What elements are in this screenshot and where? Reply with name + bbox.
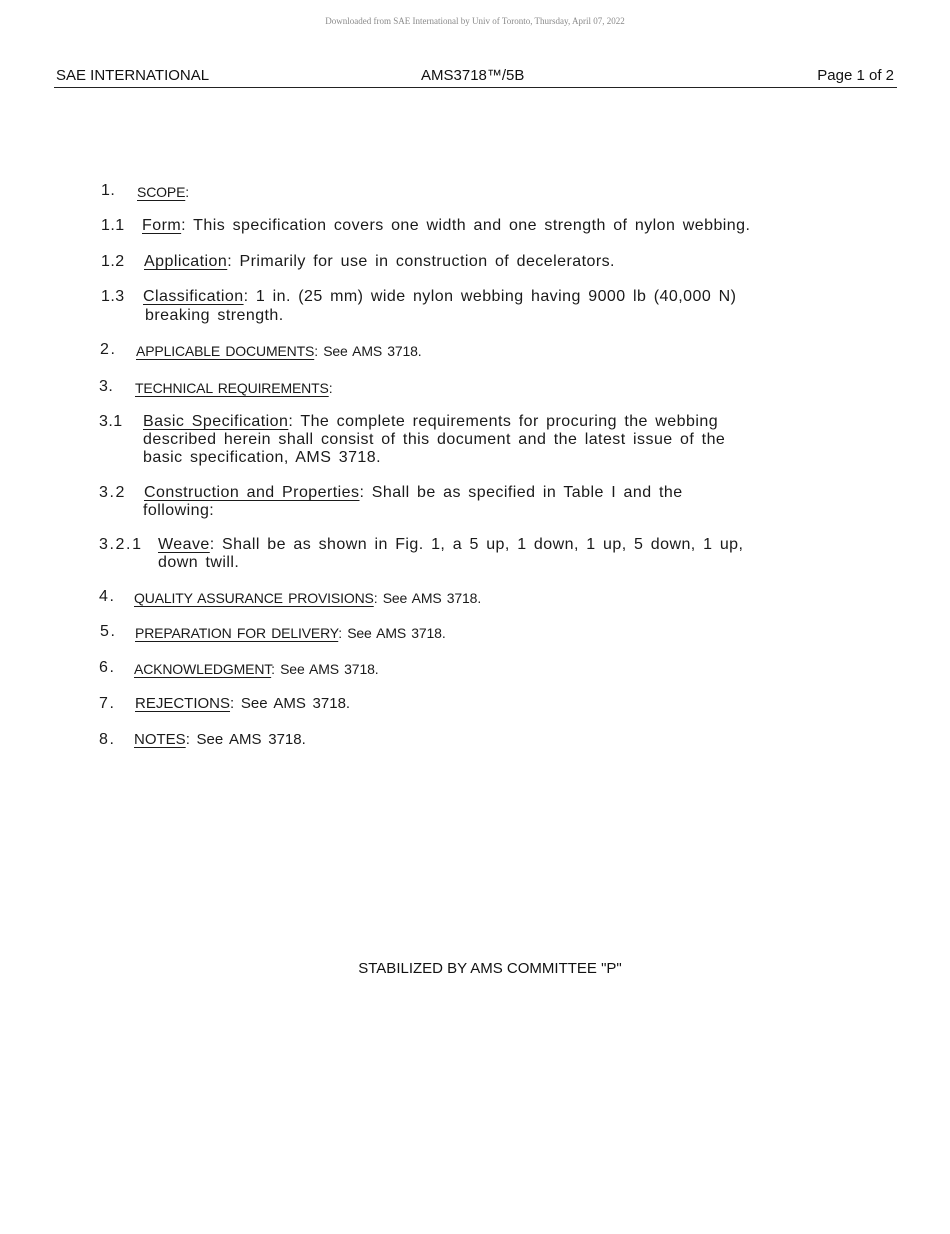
section-8-text: : See AMS 3718. [185, 731, 306, 748]
stabilized-notice: STABILIZED BY AMS COMMITTEE "P" [358, 960, 622, 977]
section-2-number: 2. [100, 341, 117, 358]
section-3-1-text: : The complete requirements for procuring the webbing [288, 413, 719, 430]
section-3-2-paragraph [144, 484, 683, 502]
section-3-colon: : [328, 380, 333, 396]
section-1-title: SCOPE [137, 184, 186, 200]
section-3-2-1-continuation: down twill. [158, 554, 240, 571]
section-1-1-number: 1.1 [101, 217, 125, 234]
section-3-1-title: Basic Specification [143, 413, 289, 430]
section-1-2-text: : Primarily for use in construction of decelerators. [227, 253, 615, 270]
header-document-number: AMS3718™/5B [421, 67, 525, 84]
section-6-number: 6. [99, 659, 116, 676]
section-1-3-title: Classification [143, 288, 244, 305]
section-1-number: 1. [101, 182, 116, 199]
section-1-3-paragraph [143, 288, 736, 306]
section-3-1-continuation-1: described herein shall consist of this document and the latest issue of the [143, 431, 726, 448]
section-6-text: : See AMS 3718. [271, 661, 379, 677]
section-1-1-paragraph [142, 217, 750, 235]
section-5-title: PREPARATION FOR DELIVERY [135, 625, 339, 641]
header-page-number: Page 1 of 2 [817, 67, 894, 84]
section-6-paragraph [134, 660, 378, 678]
section-5-text: : See AMS 3718. [338, 625, 446, 641]
section-7-text: : See AMS 3718. [230, 695, 351, 712]
section-4-title: QUALITY ASSURANCE PROVISIONS [134, 590, 374, 606]
section-2-title: APPLICABLE DOCUMENTS [136, 343, 315, 359]
section-1-3-continuation: breaking strength. [145, 307, 284, 324]
section-3-2-1-paragraph [158, 536, 743, 554]
section-3-2-1-number: 3.2.1 [99, 536, 143, 553]
section-3-1-number: 3.1 [99, 413, 123, 430]
section-1-3-text: : 1 in. (25 mm) wide nylon webbing having 9000 lb (40,000 N) [243, 288, 737, 305]
section-5-number: 5. [100, 623, 117, 640]
section-3-1-paragraph [143, 413, 718, 431]
section-3-2-text: : Shall be as specified in Table I and the [359, 484, 683, 501]
section-3-2-1-title: Weave [158, 536, 210, 553]
header-rule [54, 87, 897, 88]
section-2-text: : See AMS 3718. [314, 343, 422, 359]
section-3-2-number: 3.2 [99, 484, 127, 501]
section-3-1-continuation-2: basic specification, AMS 3718. [143, 449, 382, 466]
section-4-number: 4. [99, 588, 116, 605]
header-organization: SAE INTERNATIONAL [56, 67, 210, 84]
section-4-paragraph [134, 589, 481, 607]
section-3-heading [135, 379, 332, 397]
section-1-1-title: Form [142, 217, 182, 234]
section-1-heading [137, 183, 189, 201]
section-3-number: 3. [99, 378, 114, 395]
section-3-2-continuation: following: [143, 502, 215, 519]
section-6-title: ACKNOWLEDGMENT [134, 661, 272, 677]
download-watermark: Downloaded from SAE International by Univ of Toronto, Thursday, April 07, 2022 [325, 16, 625, 26]
section-1-2-number: 1.2 [101, 253, 125, 270]
section-3-title: TECHNICAL REQUIREMENTS [135, 380, 329, 396]
section-1-2-paragraph [144, 253, 615, 271]
section-7-title: REJECTIONS [135, 695, 231, 712]
section-2-paragraph [136, 342, 422, 360]
section-1-colon: : [185, 184, 190, 200]
section-8-number: 8. [99, 731, 116, 748]
section-7-paragraph [135, 695, 350, 713]
section-8-paragraph [134, 731, 306, 749]
section-1-1-text: : This specification covers one width and one strength of nylon webbing. [181, 217, 751, 234]
section-5-paragraph [135, 624, 446, 642]
section-4-text: : See AMS 3718. [373, 590, 482, 606]
section-3-2-title: Construction and Properties [144, 484, 360, 501]
section-3-2-1-text: : Shall be as shown in Fig. 1, a 5 up, 1 down, 1 up, 5 down, 1 up, [209, 536, 744, 553]
section-7-number: 7. [99, 695, 116, 712]
section-8-title: NOTES [134, 731, 186, 748]
section-1-3-number: 1.3 [101, 288, 125, 305]
section-1-2-title: Application [144, 253, 228, 270]
